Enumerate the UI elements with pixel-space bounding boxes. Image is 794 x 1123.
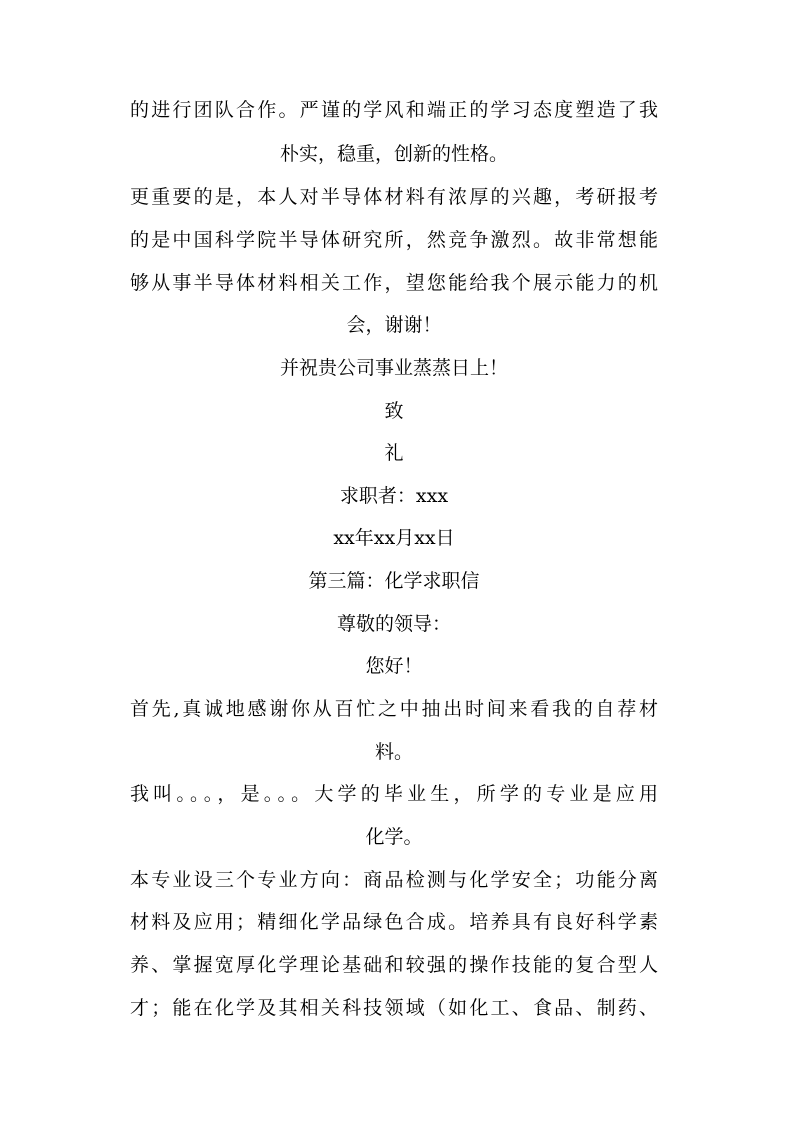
- text-line: 会，谢谢！: [346, 314, 442, 336]
- text-line: 化学。: [365, 826, 423, 848]
- text-line: 朴实，稳重，创新的性格。: [279, 143, 508, 165]
- text-line: 材料及应用；精细化学品绿色合成。培养具有良好科学素: [130, 911, 658, 933]
- text-line: 本专业设三个专业方向：商品检测与化学安全；功能分离: [130, 869, 658, 891]
- section-heading: 第三篇：化学求职信: [308, 570, 480, 592]
- text-line: 首先,真诚地感谢你从百忙之中抽出时间来看我的自荐材: [130, 698, 658, 720]
- text-line: 礼: [384, 442, 404, 464]
- text-line: 致: [384, 400, 404, 422]
- text-line: 养、掌握宽厚化学理论基础和较强的操作技能的复合型人: [130, 954, 658, 976]
- text-line: 并祝贵公司事业蒸蒸日上！: [279, 357, 508, 379]
- text-line: 更重要的是，本人对半导体材料有浓厚的兴趣，考研报考: [130, 186, 658, 208]
- text-line: 才；能在化学及其相关科技领域（如化工、食品、制药、: [130, 997, 658, 1019]
- text-line: 尊敬的领导：: [336, 613, 451, 635]
- text-line: 的是中国科学院半导体研究所，然竞争激烈。故非常想能: [130, 229, 658, 251]
- text-line: 料。: [374, 741, 413, 763]
- text-line: 求职者：xxx: [339, 485, 449, 507]
- text-line: 我叫。。。，是。。。大学的毕业生，所学的专业是应用: [130, 783, 658, 805]
- text-line: 够从事半导体材料相关工作，望您能给我个展示能力的机: [130, 272, 658, 294]
- text-line: 您好！: [365, 655, 423, 677]
- text-line: xx年xx月xx日: [333, 527, 455, 549]
- text-line: 的进行团队合作。严谨的学风和端正的学习态度塑造了我: [130, 99, 658, 121]
